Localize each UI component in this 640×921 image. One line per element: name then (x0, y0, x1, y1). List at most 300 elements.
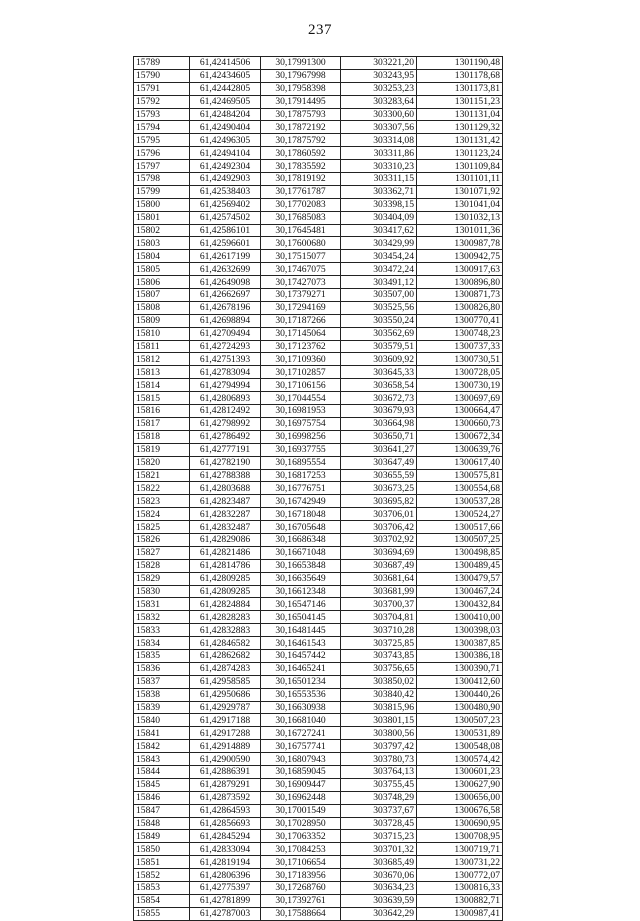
table-row (134, 727, 503, 740)
x-coordinate-cell: 303737,67 (341, 804, 417, 817)
longitude-cell: 30,16727241 (261, 727, 341, 740)
latitude-cell: 61,42786492 (190, 430, 261, 443)
latitude-cell: 61,42662697 (190, 289, 261, 302)
table-row (134, 533, 503, 546)
latitude-cell: 61,42824884 (190, 598, 261, 611)
longitude-cell: 30,16630938 (261, 701, 341, 714)
table-row (134, 856, 503, 869)
y-coordinate-cell: 1300386,18 (417, 649, 503, 662)
y-coordinate-cell: 1300770,41 (417, 314, 503, 327)
latitude-cell: 61,42833094 (190, 843, 261, 856)
x-coordinate-cell: 303685,49 (341, 856, 417, 869)
longitude-cell: 30,16895554 (261, 456, 341, 469)
point-number-cell: 15791 (134, 82, 190, 95)
latitude-cell: 61,42873592 (190, 791, 261, 804)
x-coordinate-cell: 303701,32 (341, 843, 417, 856)
point-number-cell: 15824 (134, 508, 190, 521)
point-number-cell: 15818 (134, 430, 190, 443)
table-row (134, 82, 503, 95)
longitude-cell: 30,16686348 (261, 533, 341, 546)
x-coordinate-cell: 303658,54 (341, 379, 417, 392)
latitude-cell: 61,42569402 (190, 198, 261, 211)
table-row (134, 894, 503, 907)
y-coordinate-cell: 1300826,80 (417, 301, 503, 314)
longitude-cell: 30,17268760 (261, 882, 341, 895)
y-coordinate-cell: 1300601,23 (417, 765, 503, 778)
point-number-cell: 15814 (134, 379, 190, 392)
coordinates-table (133, 56, 503, 921)
x-coordinate-cell: 303840,42 (341, 688, 417, 701)
latitude-cell: 61,42900590 (190, 753, 261, 766)
latitude-cell: 61,42724293 (190, 340, 261, 353)
longitude-cell: 30,16742949 (261, 495, 341, 508)
longitude-cell: 30,16975754 (261, 417, 341, 430)
latitude-cell: 61,42442805 (190, 82, 261, 95)
table-row (134, 185, 503, 198)
latitude-cell: 61,42794994 (190, 379, 261, 392)
latitude-cell: 61,42929787 (190, 701, 261, 714)
table-row (134, 392, 503, 405)
point-number-cell: 15845 (134, 778, 190, 791)
latitude-cell: 61,42777191 (190, 443, 261, 456)
latitude-cell: 61,42950686 (190, 688, 261, 701)
y-coordinate-cell: 1300489,45 (417, 559, 503, 572)
y-coordinate-cell: 1300748,23 (417, 327, 503, 340)
point-number-cell: 15803 (134, 237, 190, 250)
x-coordinate-cell: 303398,15 (341, 198, 417, 211)
point-number-cell: 15839 (134, 701, 190, 714)
x-coordinate-cell: 303647,49 (341, 456, 417, 469)
x-coordinate-cell: 303702,92 (341, 533, 417, 546)
x-coordinate-cell: 303801,15 (341, 714, 417, 727)
x-coordinate-cell: 303695,82 (341, 495, 417, 508)
latitude-cell: 61,42914889 (190, 740, 261, 753)
table-row (134, 276, 503, 289)
x-coordinate-cell: 303670,06 (341, 869, 417, 882)
y-coordinate-cell: 1300660,73 (417, 417, 503, 430)
table-row (134, 224, 503, 237)
x-coordinate-cell: 303655,59 (341, 469, 417, 482)
longitude-cell: 30,17467075 (261, 263, 341, 276)
y-coordinate-cell: 1300730,51 (417, 353, 503, 366)
point-number-cell: 15800 (134, 198, 190, 211)
x-coordinate-cell: 303550,24 (341, 314, 417, 327)
latitude-cell: 61,42698894 (190, 314, 261, 327)
point-number-cell: 15833 (134, 624, 190, 637)
point-number-cell: 15789 (134, 57, 190, 70)
x-coordinate-cell: 303706,01 (341, 508, 417, 521)
latitude-cell: 61,42862682 (190, 649, 261, 662)
latitude-cell: 61,42886391 (190, 765, 261, 778)
longitude-cell: 30,17001549 (261, 804, 341, 817)
longitude-cell: 30,16705648 (261, 521, 341, 534)
x-coordinate-cell: 303815,96 (341, 701, 417, 714)
longitude-cell: 30,17084253 (261, 843, 341, 856)
y-coordinate-cell: 1300656,00 (417, 791, 503, 804)
y-coordinate-cell: 1301011,36 (417, 224, 503, 237)
table-row (134, 572, 503, 585)
table-row (134, 495, 503, 508)
latitude-cell: 61,42809285 (190, 572, 261, 585)
x-coordinate-cell: 303417,62 (341, 224, 417, 237)
x-coordinate-cell: 303715,23 (341, 830, 417, 843)
longitude-cell: 30,17109360 (261, 353, 341, 366)
latitude-cell: 61,42434605 (190, 69, 261, 82)
point-number-cell: 15837 (134, 675, 190, 688)
y-coordinate-cell: 1300467,24 (417, 585, 503, 598)
latitude-cell: 61,42856693 (190, 817, 261, 830)
x-coordinate-cell: 303310,23 (341, 160, 417, 173)
table-row (134, 508, 503, 521)
longitude-cell: 30,17761787 (261, 185, 341, 198)
point-number-cell: 15825 (134, 521, 190, 534)
y-coordinate-cell: 1301173,81 (417, 82, 503, 95)
y-coordinate-cell: 1301131,42 (417, 134, 503, 147)
x-coordinate-cell: 303253,23 (341, 82, 417, 95)
longitude-cell: 30,17515077 (261, 250, 341, 263)
table-row (134, 430, 503, 443)
point-number-cell: 15829 (134, 572, 190, 585)
x-coordinate-cell: 303311,15 (341, 173, 417, 186)
y-coordinate-cell: 1300479,57 (417, 572, 503, 585)
longitude-cell: 30,16981953 (261, 405, 341, 418)
x-coordinate-cell: 303743,85 (341, 649, 417, 662)
point-number-cell: 15797 (134, 160, 190, 173)
y-coordinate-cell: 1300731,22 (417, 856, 503, 869)
latitude-cell: 61,42414506 (190, 57, 261, 70)
x-coordinate-cell: 303756,65 (341, 662, 417, 675)
y-coordinate-cell: 1300554,68 (417, 482, 503, 495)
longitude-cell: 30,17044554 (261, 392, 341, 405)
latitude-cell: 61,42846582 (190, 637, 261, 650)
latitude-cell: 61,42845294 (190, 830, 261, 843)
point-number-cell: 15792 (134, 95, 190, 108)
table-row (134, 843, 503, 856)
latitude-cell: 61,42819194 (190, 856, 261, 869)
x-coordinate-cell: 303679,93 (341, 405, 417, 418)
longitude-cell: 30,17914495 (261, 95, 341, 108)
longitude-cell: 30,16681040 (261, 714, 341, 727)
longitude-cell: 30,16612348 (261, 585, 341, 598)
x-coordinate-cell: 303300,60 (341, 108, 417, 121)
table-row (134, 443, 503, 456)
table-row (134, 753, 503, 766)
table-row (134, 688, 503, 701)
longitude-cell: 30,16937755 (261, 443, 341, 456)
y-coordinate-cell: 1300672,34 (417, 430, 503, 443)
point-number-cell: 15807 (134, 289, 190, 302)
table-row (134, 121, 503, 134)
x-coordinate-cell: 303687,49 (341, 559, 417, 572)
point-number-cell: 15815 (134, 392, 190, 405)
x-coordinate-cell: 303673,25 (341, 482, 417, 495)
latitude-cell: 61,42490404 (190, 121, 261, 134)
table-row (134, 624, 503, 637)
x-coordinate-cell: 303704,81 (341, 611, 417, 624)
latitude-cell: 61,42958585 (190, 675, 261, 688)
table-row (134, 289, 503, 302)
longitude-cell: 30,16553536 (261, 688, 341, 701)
point-number-cell: 15852 (134, 869, 190, 882)
table-row (134, 765, 503, 778)
point-number-cell: 15847 (134, 804, 190, 817)
point-number-cell: 15850 (134, 843, 190, 856)
point-number-cell: 15836 (134, 662, 190, 675)
point-number-cell: 15828 (134, 559, 190, 572)
longitude-cell: 30,16757741 (261, 740, 341, 753)
y-coordinate-cell: 1301190,48 (417, 57, 503, 70)
table-row (134, 830, 503, 843)
point-number-cell: 15822 (134, 482, 190, 495)
longitude-cell: 30,16671048 (261, 546, 341, 559)
latitude-cell: 61,42832287 (190, 508, 261, 521)
table-row (134, 598, 503, 611)
point-number-cell: 15816 (134, 405, 190, 418)
y-coordinate-cell: 1300917,63 (417, 263, 503, 276)
x-coordinate-cell: 303311,86 (341, 147, 417, 160)
point-number-cell: 15820 (134, 456, 190, 469)
longitude-cell: 30,17685083 (261, 211, 341, 224)
y-coordinate-cell: 1300730,19 (417, 379, 503, 392)
table-row (134, 134, 503, 147)
table-row (134, 469, 503, 482)
y-coordinate-cell: 1300676,58 (417, 804, 503, 817)
latitude-cell: 61,42806893 (190, 392, 261, 405)
table-row (134, 817, 503, 830)
point-number-cell: 15840 (134, 714, 190, 727)
point-number-cell: 15855 (134, 907, 190, 920)
y-coordinate-cell: 1300531,89 (417, 727, 503, 740)
table-row (134, 237, 503, 250)
longitude-cell: 30,16718048 (261, 508, 341, 521)
table-row (134, 882, 503, 895)
x-coordinate-cell: 303243,95 (341, 69, 417, 82)
y-coordinate-cell: 1300690,95 (417, 817, 503, 830)
x-coordinate-cell: 303850,02 (341, 675, 417, 688)
table-row (134, 366, 503, 379)
longitude-cell: 30,17991300 (261, 57, 341, 70)
x-coordinate-cell: 303221,20 (341, 57, 417, 70)
point-number-cell: 15794 (134, 121, 190, 134)
table-row (134, 559, 503, 572)
point-number-cell: 15796 (134, 147, 190, 160)
latitude-cell: 61,42775397 (190, 882, 261, 895)
point-number-cell: 15817 (134, 417, 190, 430)
x-coordinate-cell: 303780,73 (341, 753, 417, 766)
longitude-cell: 30,16776751 (261, 482, 341, 495)
latitude-cell: 61,42812492 (190, 405, 261, 418)
point-number-cell: 15838 (134, 688, 190, 701)
x-coordinate-cell: 303700,37 (341, 598, 417, 611)
y-coordinate-cell: 1300987,41 (417, 907, 503, 920)
point-number-cell: 15846 (134, 791, 190, 804)
latitude-cell: 61,42823487 (190, 495, 261, 508)
latitude-cell: 61,42798992 (190, 417, 261, 430)
longitude-cell: 30,16653848 (261, 559, 341, 572)
longitude-cell: 30,16501234 (261, 675, 341, 688)
y-coordinate-cell: 1300440,26 (417, 688, 503, 701)
y-coordinate-cell: 1300737,33 (417, 340, 503, 353)
y-coordinate-cell: 1300719,71 (417, 843, 503, 856)
longitude-cell: 30,17600680 (261, 237, 341, 250)
latitude-cell: 61,42803688 (190, 482, 261, 495)
table-row (134, 69, 503, 82)
longitude-cell: 30,17028950 (261, 817, 341, 830)
point-number-cell: 15854 (134, 894, 190, 907)
latitude-cell: 61,42617199 (190, 250, 261, 263)
x-coordinate-cell: 303579,51 (341, 340, 417, 353)
table-row (134, 379, 503, 392)
x-coordinate-cell: 303314,08 (341, 134, 417, 147)
x-coordinate-cell: 303672,73 (341, 392, 417, 405)
y-coordinate-cell: 1301131,04 (417, 108, 503, 121)
x-coordinate-cell: 303645,33 (341, 366, 417, 379)
point-number-cell: 15844 (134, 765, 190, 778)
table-row (134, 314, 503, 327)
x-coordinate-cell: 303507,00 (341, 289, 417, 302)
latitude-cell: 61,42632699 (190, 263, 261, 276)
longitude-cell: 30,16909447 (261, 778, 341, 791)
point-number-cell: 15812 (134, 353, 190, 366)
table-row (134, 173, 503, 186)
coordinates-table-body (134, 57, 503, 921)
y-coordinate-cell: 1300728,05 (417, 366, 503, 379)
x-coordinate-cell: 303562,69 (341, 327, 417, 340)
point-number-cell: 15835 (134, 649, 190, 662)
y-coordinate-cell: 1300896,80 (417, 276, 503, 289)
y-coordinate-cell: 1300537,28 (417, 495, 503, 508)
page-number: 237 (308, 22, 332, 38)
table-row (134, 95, 503, 108)
y-coordinate-cell: 1300639,76 (417, 443, 503, 456)
longitude-cell: 30,16962448 (261, 791, 341, 804)
x-coordinate-cell: 303706,42 (341, 521, 417, 534)
longitude-cell: 30,17645481 (261, 224, 341, 237)
latitude-cell: 61,42492304 (190, 160, 261, 173)
point-number-cell: 15799 (134, 185, 190, 198)
table-row (134, 301, 503, 314)
latitude-cell: 61,42596601 (190, 237, 261, 250)
latitude-cell: 61,42492903 (190, 173, 261, 186)
point-number-cell: 15793 (134, 108, 190, 121)
table-row (134, 456, 503, 469)
longitude-cell: 30,16859045 (261, 765, 341, 778)
longitude-cell: 30,17875792 (261, 134, 341, 147)
longitude-cell: 30,17183956 (261, 869, 341, 882)
point-number-cell: 15805 (134, 263, 190, 276)
x-coordinate-cell: 303404,09 (341, 211, 417, 224)
latitude-cell: 61,42538403 (190, 185, 261, 198)
point-number-cell: 15849 (134, 830, 190, 843)
latitude-cell: 61,42709494 (190, 327, 261, 340)
longitude-cell: 30,16457442 (261, 649, 341, 662)
table-row (134, 340, 503, 353)
longitude-cell: 30,17702083 (261, 198, 341, 211)
longitude-cell: 30,17294169 (261, 301, 341, 314)
table-row (134, 160, 503, 173)
point-number-cell: 15790 (134, 69, 190, 82)
table-row (134, 907, 503, 920)
latitude-cell: 61,42809285 (190, 585, 261, 598)
y-coordinate-cell: 1301041,04 (417, 198, 503, 211)
longitude-cell: 30,17875793 (261, 108, 341, 121)
longitude-cell: 30,17145064 (261, 327, 341, 340)
x-coordinate-cell: 303710,28 (341, 624, 417, 637)
y-coordinate-cell: 1300507,25 (417, 533, 503, 546)
x-coordinate-cell: 303664,98 (341, 417, 417, 430)
x-coordinate-cell: 303764,13 (341, 765, 417, 778)
longitude-cell: 30,17835592 (261, 160, 341, 173)
x-coordinate-cell: 303642,29 (341, 907, 417, 920)
point-number-cell: 15795 (134, 134, 190, 147)
latitude-cell: 61,42649098 (190, 276, 261, 289)
table-row (134, 198, 503, 211)
point-number-cell: 15826 (134, 533, 190, 546)
table-row (134, 546, 503, 559)
point-number-cell: 15821 (134, 469, 190, 482)
x-coordinate-cell: 303472,24 (341, 263, 417, 276)
point-number-cell: 15842 (134, 740, 190, 753)
longitude-cell: 30,17819192 (261, 173, 341, 186)
y-coordinate-cell: 1301032,13 (417, 211, 503, 224)
table-row (134, 804, 503, 817)
point-number-cell: 15848 (134, 817, 190, 830)
y-coordinate-cell: 1300390,71 (417, 662, 503, 675)
y-coordinate-cell: 1300432,84 (417, 598, 503, 611)
point-number-cell: 15834 (134, 637, 190, 650)
y-coordinate-cell: 1300708,95 (417, 830, 503, 843)
point-number-cell: 15808 (134, 301, 190, 314)
y-coordinate-cell: 1300524,27 (417, 508, 503, 521)
latitude-cell: 61,42751393 (190, 353, 261, 366)
latitude-cell: 61,42832883 (190, 624, 261, 637)
point-number-cell: 15823 (134, 495, 190, 508)
y-coordinate-cell: 1301178,68 (417, 69, 503, 82)
latitude-cell: 61,42806396 (190, 869, 261, 882)
table-row (134, 353, 503, 366)
y-coordinate-cell: 1300942,75 (417, 250, 503, 263)
longitude-cell: 30,17958398 (261, 82, 341, 95)
point-number-cell: 15806 (134, 276, 190, 289)
table-row (134, 675, 503, 688)
y-coordinate-cell: 1300398,03 (417, 624, 503, 637)
latitude-cell: 61,42832487 (190, 521, 261, 534)
y-coordinate-cell: 1301129,32 (417, 121, 503, 134)
longitude-cell: 30,17392761 (261, 894, 341, 907)
x-coordinate-cell: 303650,71 (341, 430, 417, 443)
point-number-cell: 15811 (134, 340, 190, 353)
latitude-cell: 61,42917188 (190, 714, 261, 727)
latitude-cell: 61,42586101 (190, 224, 261, 237)
y-coordinate-cell: 1300575,81 (417, 469, 503, 482)
longitude-cell: 30,16481445 (261, 624, 341, 637)
table-row (134, 263, 503, 276)
table-row (134, 405, 503, 418)
x-coordinate-cell: 303755,45 (341, 778, 417, 791)
y-coordinate-cell: 1300617,40 (417, 456, 503, 469)
latitude-cell: 61,42814786 (190, 559, 261, 572)
y-coordinate-cell: 1301109,84 (417, 160, 503, 173)
x-coordinate-cell: 303797,42 (341, 740, 417, 753)
table-row (134, 108, 503, 121)
longitude-cell: 30,16465241 (261, 662, 341, 675)
latitude-cell: 61,42874283 (190, 662, 261, 675)
longitude-cell: 30,17588664 (261, 907, 341, 920)
latitude-cell: 61,42788388 (190, 469, 261, 482)
latitude-cell: 61,42496305 (190, 134, 261, 147)
point-number-cell: 15831 (134, 598, 190, 611)
x-coordinate-cell: 303641,27 (341, 443, 417, 456)
